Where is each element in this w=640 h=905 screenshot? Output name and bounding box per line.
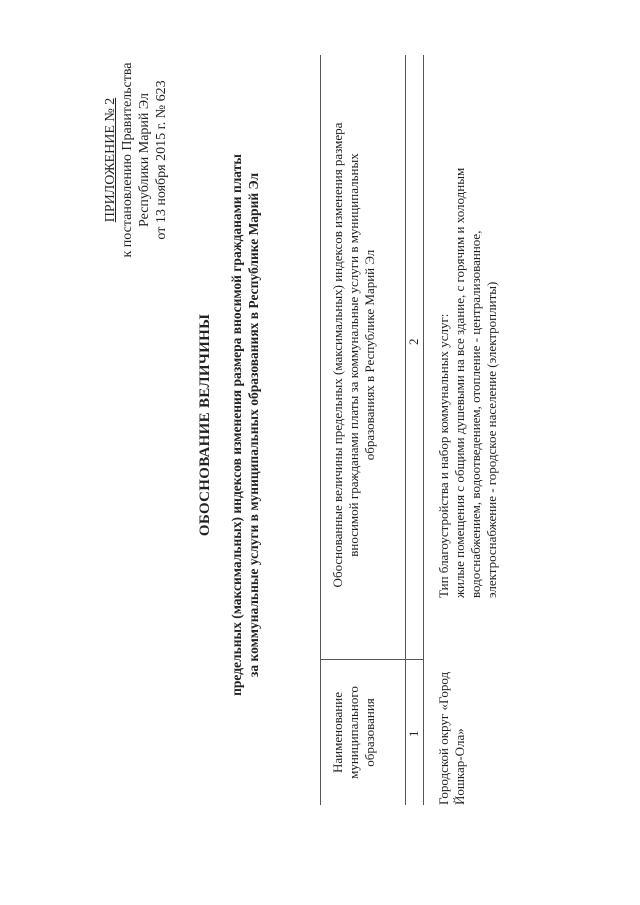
appendix-line: Республики Марий Эл: [137, 93, 152, 227]
table-header-bottom-line: [405, 55, 406, 805]
table-top-line: [320, 55, 321, 805]
column-header-municipality: Наименование муниципального образования: [330, 686, 377, 779]
column-number-1: 1: [406, 730, 421, 737]
appendix-line: к постановлению Правительства: [120, 62, 135, 258]
heading-title: ОБОСНОВАНИЕ ВЕЛИЧИНЫ: [197, 313, 213, 537]
table-row-description: Тип благоустройства и набор коммунальных услуг: жилые помещения с общими душевыми на все здание, с горячим и холодным водоснабжением, водоотведением, отопление - централизованное, электроснабжение - городское население (электроплиты): [436, 167, 499, 598]
table-row-municipality: Городской округ «Город Йошкар-Ола»: [436, 671, 467, 805]
document-heading: [197, 125, 262, 725]
appendix-line: от 13 ноября 2015 г. № 623: [154, 80, 169, 240]
appendix-title: ПРИЛОЖЕНИЕ № 2: [103, 97, 118, 223]
appendix-block: [102, 45, 170, 275]
table-number-row-line: [423, 55, 424, 805]
column-header-indices: Обоснованные величины предельных (максимальных) индексов изменения размера вносимой гражданами платы за коммунальные услуги в муниципальных образованиях в Республике Марий Эл: [330, 122, 377, 588]
column-number-2: 2: [406, 338, 421, 345]
heading-subtitle-line: за коммунальные услуги в муниципальных образованиях в Республике Марий Эл: [246, 172, 261, 678]
heading-subtitle-line: предельных (максимальных) индексов изменения размера вносимой гражданами платы: [229, 154, 244, 696]
